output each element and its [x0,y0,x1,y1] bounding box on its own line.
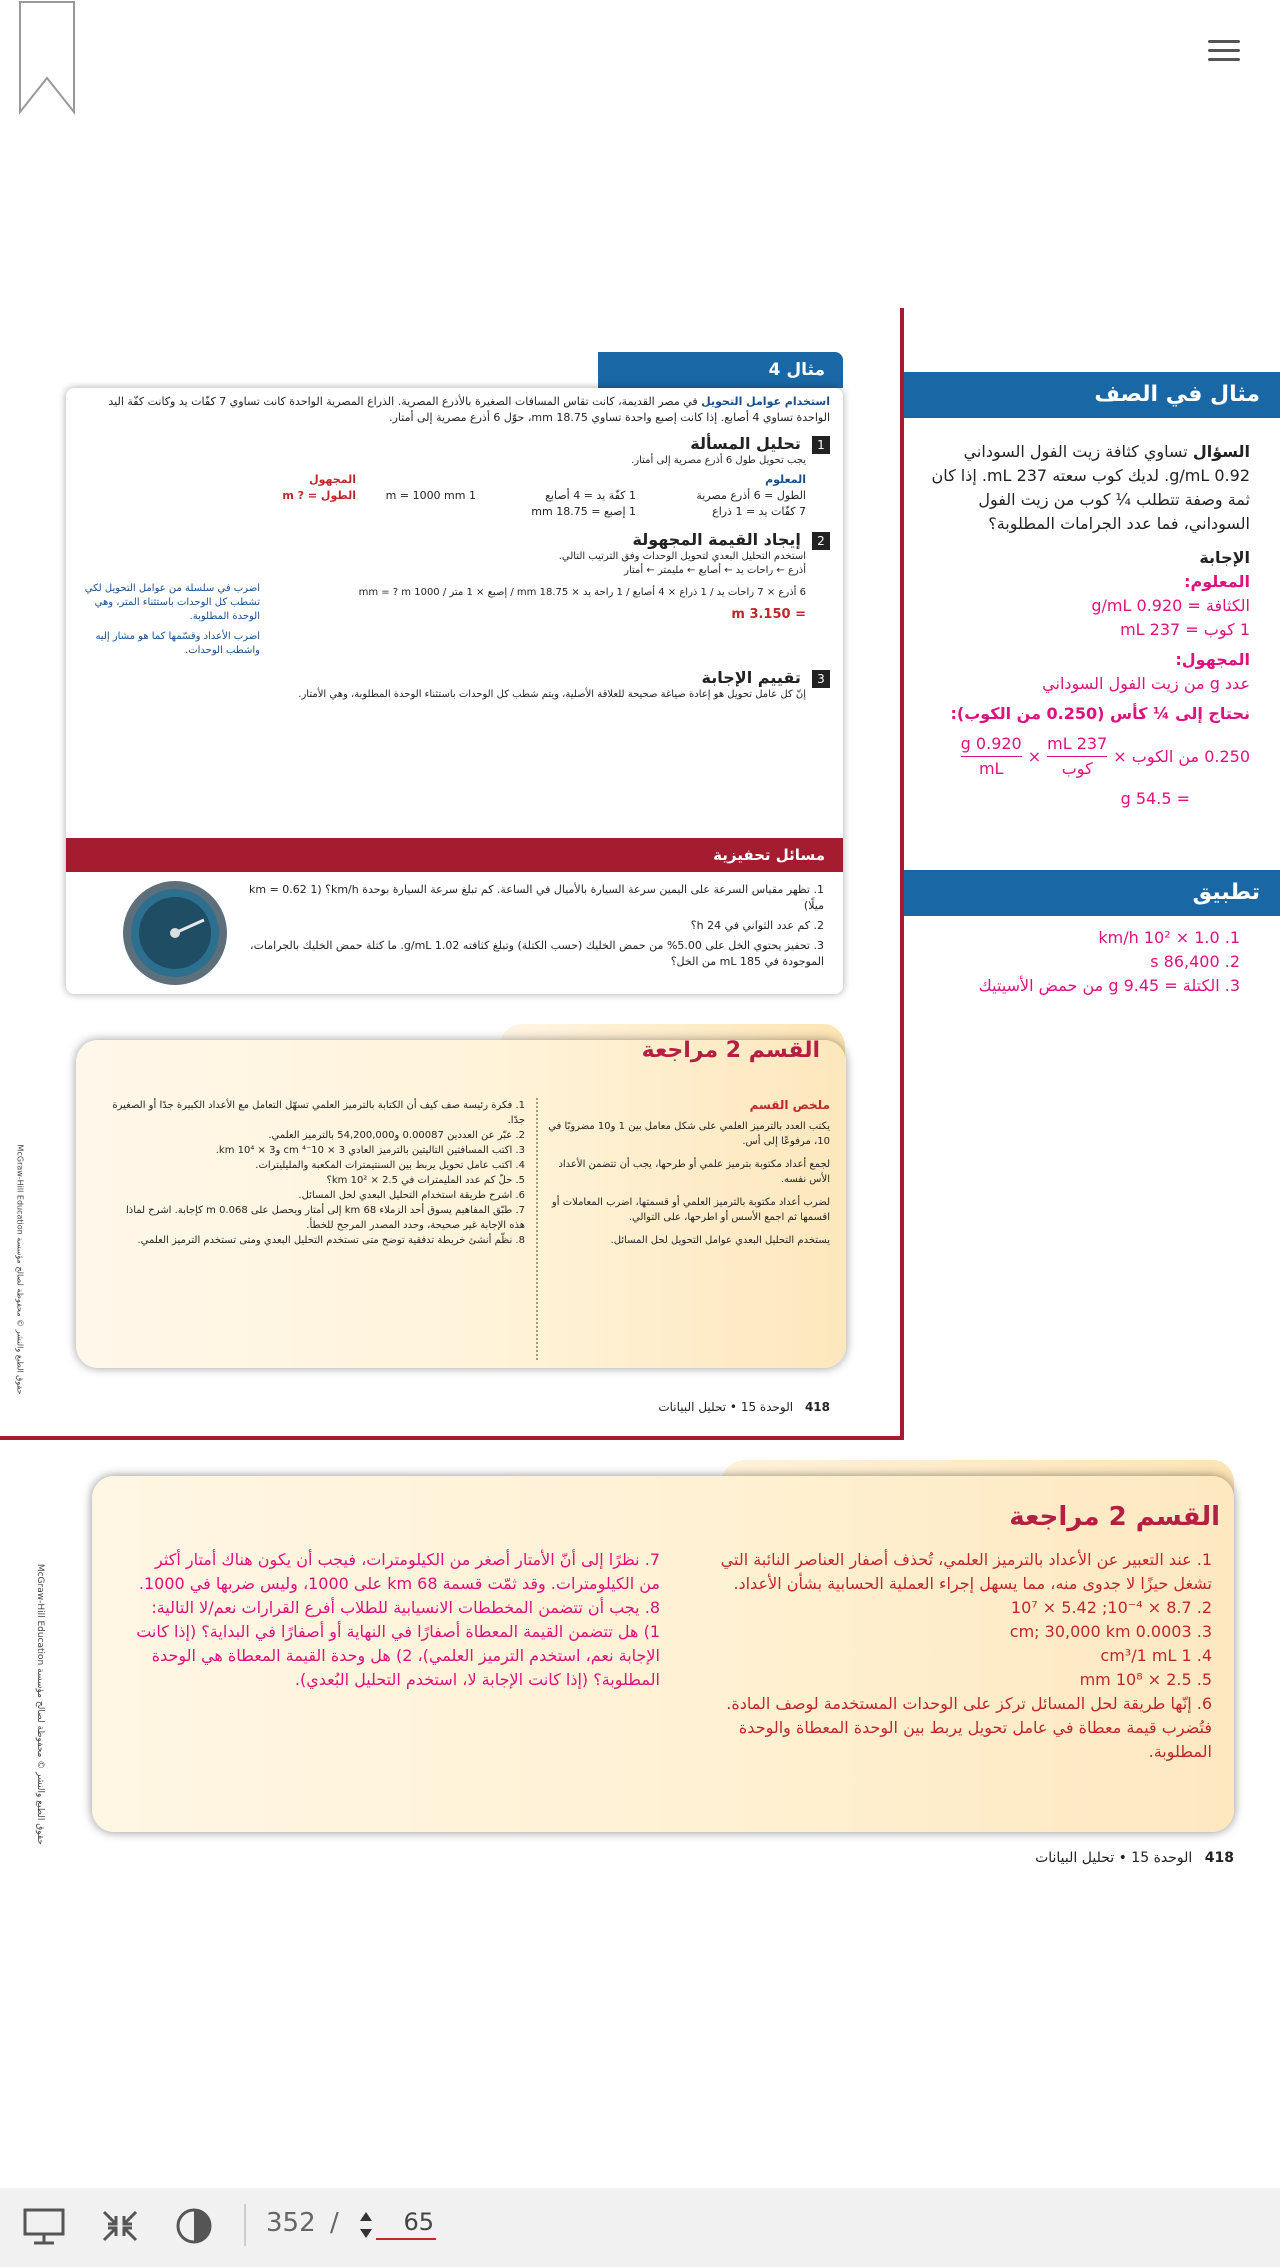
step3-num: 3 [812,670,830,688]
review-page-label: الوحدة 15 • تحليل البيانات [658,1400,794,1414]
calc-result: = 54.5 g [1120,789,1190,808]
known-density: الكثافة = 0.920 g/mL [1091,596,1250,615]
answer-5: 5. 2.5 × 10⁸ mm [1079,1670,1212,1689]
unknown-label: المجهول: [1175,650,1250,669]
equation-1: 6 أذرع × 7 راحات يد / 1 ذراع × 4 أصابع / 1 راحة يد × 18.75 mm / إصبع × 1 متر / 1000 mm = ? m [358,587,806,598]
fraction-density [961,732,1022,781]
summary-2: لجمع أعداد مكتوبة بترميز علمي أو طرحها، يجب أن تتضمن الأعداد الأس نفسه. [558,1159,830,1185]
example-intro-head: استخدام عوامل التحويل [701,395,830,408]
step3 [80,668,830,702]
example-intro-text: في مصر القديمة، كانت تقاس المسافات الصغيرة بالأذرع المصرية. الذراع المصرية الواحدة كانت تساوي 7 كفّات يد وكانت كفّة اليد الواحدة تساوي 4 أصابع. إذا كانت إصبع واحدة تساوي 18.75 mm، حوّل 6 أذرع مصرية إلى أمتار. [108,395,830,424]
frac2-den: mL [978,759,1004,778]
review-q1: 1. فكرة رئيسة صف كيف أن الكتابة بالترميز العلمي تسهّل التعامل مع الأعداد الكبيرة جدًا أو الصغيرة جدًا. [112,1100,525,1126]
review-footer [560,1400,830,1414]
frac2-num: 0.920 g [961,732,1022,757]
review-divider [536,1098,538,1360]
step1-num: 1 [812,436,830,454]
step3-title: تقييم الإجابة [701,668,801,687]
answers-page-label: الوحدة 15 • تحليل البيانات [1035,1850,1193,1866]
step2-chain: أذرع ← راحات يد ← أصابع ← مليمتر ← أمتار [624,565,806,576]
apply-panel [904,870,1280,1030]
answers-col-right [700,1548,1212,1764]
question-text: تساوي كثافة زيت الفول السوداني 0.92 g/mL. لديك كوب سعته 237 mL. إذا كان ثمة وصفة تتطلب ¼ كوب من زيت الفول السوداني، فما عدد الجرامات المطلوبة؟ [931,442,1250,533]
practice-list [230,882,824,970]
answers-page-num: 418 [1204,1850,1234,1866]
contrast-icon[interactable] [172,2206,216,2246]
summary-3: لضرب أعداد مكتوبة بالترميز العلمي أو قسمتها، اضرب المعاملات أو اقسمها ثم اجمع الأسس أو اطرحها، على التوالي. [551,1197,830,1223]
step3-text: إنّ كل عامل تحويل هو إعادة صياغة صحيحة للعلاقة الأصلية، ويتم شطب كل الوحدات باستثناء الوحدة المطلوبة، وهي الأمتار. [298,689,806,700]
unknown-grams: عدد g من زيت الفول السوداني [1042,674,1250,693]
known-d: 1 إصبع = 18.75 mm [531,505,636,518]
question-block [928,440,1250,536]
known-label: المعلوم: [1184,572,1250,591]
presentation-icon[interactable] [22,2206,66,2246]
step2-work [80,582,830,658]
step2-text: استخدم التحليل البعدي لتحويل الوحدات وفق الترتيب التالي. [558,551,806,562]
answer-1: 1. عند التعبير عن الأعداد بالترميز العلمي، تُحذف أصفار العناصر النائبة التي تشغل حيزًا لا جدوى منه، مما يسهل إجراء العملية الحسابية بشأن الأعداد. [720,1550,1212,1593]
known-b: 7 كفّات يد = 1 ذراع [712,505,806,518]
review-title: القسم 2 مراجعة [641,1038,820,1063]
review-q7: 7. طبّق المفاهيم يسوق أحد الزملاء 68 km إلى أمتار ويحصل على 0.068 m كإجابة. اشرح لماذا هذه الإجابة غير صحيحة، وحدد المصدر المرجح للخطأ. [125,1205,525,1231]
class-example-panel [904,372,1280,862]
frac1-den: كوب [1061,759,1093,778]
known-cup: 1 كوب = 237 mL [1120,620,1250,639]
review-q8: 8. نظّم أنشئ خريطة تدفقية توضح متى تستخدم التحليل البعدي ومتى تستخدم الترميز العلمي. [137,1235,525,1246]
answers-footer [880,1850,1234,1866]
review-q6: 6. اشرح طريقة استخدام التحليل البعدي لحل المسائل. [298,1190,525,1201]
known-head: المعلوم [765,473,806,486]
answer-8: 8. يجب أن تتضمن المخططات الانسيابية للطلاب أفرع القرارات نعم/لا التالية: 1) هل تتضمن القيمة المعطاة أصفارًا في النهاية أو أصفارًا في البداية؟ (إذا كانت الإجابة نعم، استخدم الترميز العلمي)، 2) هل وحدة القيمة المعطاة هي الوحدة المطلوبة؟ (إذا كانت الإجابة لا، استخدم التحليل البُعدي). [136,1598,660,1689]
step2 [80,530,830,578]
answers-credit: حقوق الطبع والنشر © محفوظة لصالح مؤسسة McGraw-Hill Education [35,1563,45,1845]
known-c: 1 كفّة يد = 4 أصابع [545,489,636,502]
unknown-head: المجهول [309,473,356,486]
answer-6: 6. إنّها طريقة لحل المسائل تركز على الوحدات المستخدمة لوصف المادة. فتُضرب قيمة معطاة في عامل تحويل يربط بين الوحدة المعطاة والوحدة المطلوبة. [726,1694,1212,1761]
step1-text: يجب تحويل طول 6 أذرع مصرية إلى أمتار. [631,455,806,466]
example-intro [80,394,830,426]
answers-col-left [130,1548,660,1692]
summary-1: يكتب العدد بالترميز العلمي على شكل معامل بين 1 و10 مضروبًا في 10، مرفوعًا إلى أس. [548,1121,830,1147]
calculation: 0.250 من الكوب × 237 mL كوب × $\frac{0.920 g}{mL}$ [928,732,1250,781]
answers-title: القسم 2 مراجعة [1009,1502,1220,1532]
apply-3: 3. الكتلة = 9.45 g من حمض الأسيتيك [978,976,1240,995]
practice-3: 3. تحفيز يحتوي الخل على 5.00% من حمض الخليك (حسب الكتلة) وتبلغ كثافته 1.02 g/mL. ما كتلة حمض الخليك بالجرامات، الموجودة في 185 mL من الخل؟ [250,939,824,968]
apply-2: 2. 86,400 s [1150,952,1240,971]
frac1-num: 237 mL [1047,732,1107,757]
summary-4: يستخدم التحليل البعدي عوامل التحويل لحل المسائل. [610,1235,830,1246]
review-credit: حقوق الطبع والنشر © محفوظة لصالح مؤسسة McGraw-Hill Education [15,1144,25,1395]
answer-2: 2. 8.7 × 10⁻⁴; 5.42 × 10⁷ [1010,1598,1212,1617]
answer-7: 7. نظرًا إلى أنّ الأمتار أصغر من الكيلومترات، فيجب أن يكون هناك أمتار أكثر من الكيلومترات. وقد ثمّت قسمة 68 km على 1000، وليس ضربها في 1000. [138,1550,660,1593]
toolbar-divider [244,2204,246,2246]
class-example-title: مثال في الصف [904,372,1280,418]
apply-title: تطبيق [904,870,1280,916]
step1-title: تحليل المسألة [690,434,801,453]
step2-title: إيجاد القيمة المجهولة [632,530,801,549]
page-total-input[interactable] [376,2206,436,2240]
review-q4: 4. اكتب عامل تحويل يربط بين السنتيمترات المكعبة والمليليترات. [255,1160,525,1171]
question-label: السؤال [1192,442,1250,461]
example-content [80,394,830,702]
review-summary [540,1098,830,1248]
need-text: نحتاج إلى ¼ كأس (0.250 من الكوب): [950,704,1250,723]
calc-prefix: 0.250 من الكوب × [1113,746,1250,766]
fit-page-icon[interactable] [98,2206,142,2246]
page-separator: / [330,2208,339,2238]
unknown-a: الطول = ? m [282,489,356,502]
page-stepper-icon[interactable] [358,2210,374,2240]
known-unknown-table [80,472,830,520]
review-page-num: 418 [804,1400,830,1414]
bookmark-icon[interactable] [18,0,78,115]
review-q2: 2. عبّر عن العددين 0.00087 و54,200,000 بالترميز العلمي. [268,1130,525,1141]
equation-2: = 3.150 m [731,607,806,622]
known-a: الطول = 6 أذرع مصرية [696,489,806,502]
practice-1: 1. تظهر مقياس السرعة على اليمين سرعة السيارة بالأميال في الساعة. كم تبلغ سرعة السيارة بوحدة km/h؟ (1 km = 0.62 ميلًا) [249,883,824,912]
answer-4: 4. 1 cm³/1 mL [1100,1646,1212,1665]
review-questions [110,1098,525,1248]
tip-2: اضرب الأعداد وقسّمها كما هو مشار إليه واشطب الوحدات. [95,631,260,656]
page-current: 352 [266,2208,316,2238]
practice-title: مسائل تحفيزية [66,838,843,872]
speedometer-icon [120,878,230,988]
answer-label: الإجابة [1199,548,1250,567]
review-q3: 3. اكتب المسافتين التاليتين بالترميز العادي 3 × 10⁻⁴ cm و3 × 10⁴ km. [215,1145,525,1156]
apply-1: 1. 1.0 × 10² km/h [1098,928,1240,947]
known-e: 1 m = 1000 mm [385,489,476,502]
menu-icon[interactable] [1204,34,1244,68]
fraction-cup [1047,732,1107,781]
review-q5: 5. حلّ كم عدد المليمترات في 2.5 × 10² km؟ [326,1175,525,1186]
answer-3: 3. 0.0003 cm; 30,000 km [1009,1622,1212,1641]
tips [80,582,260,658]
tip-1: اضرب في سلسلة من عوامل التحويل لكي تشطب كل الوحدات باستثناء المتر، وهي الوحدة المطلوبة. [84,583,260,622]
example-tab: مثال 4 [598,352,843,388]
step2-num: 2 [812,532,830,550]
step1 [80,434,830,468]
summary-head: ملخص القسم [749,1098,830,1112]
practice-2: 2. كم عدد الثواني في 24 h؟ [690,919,824,932]
